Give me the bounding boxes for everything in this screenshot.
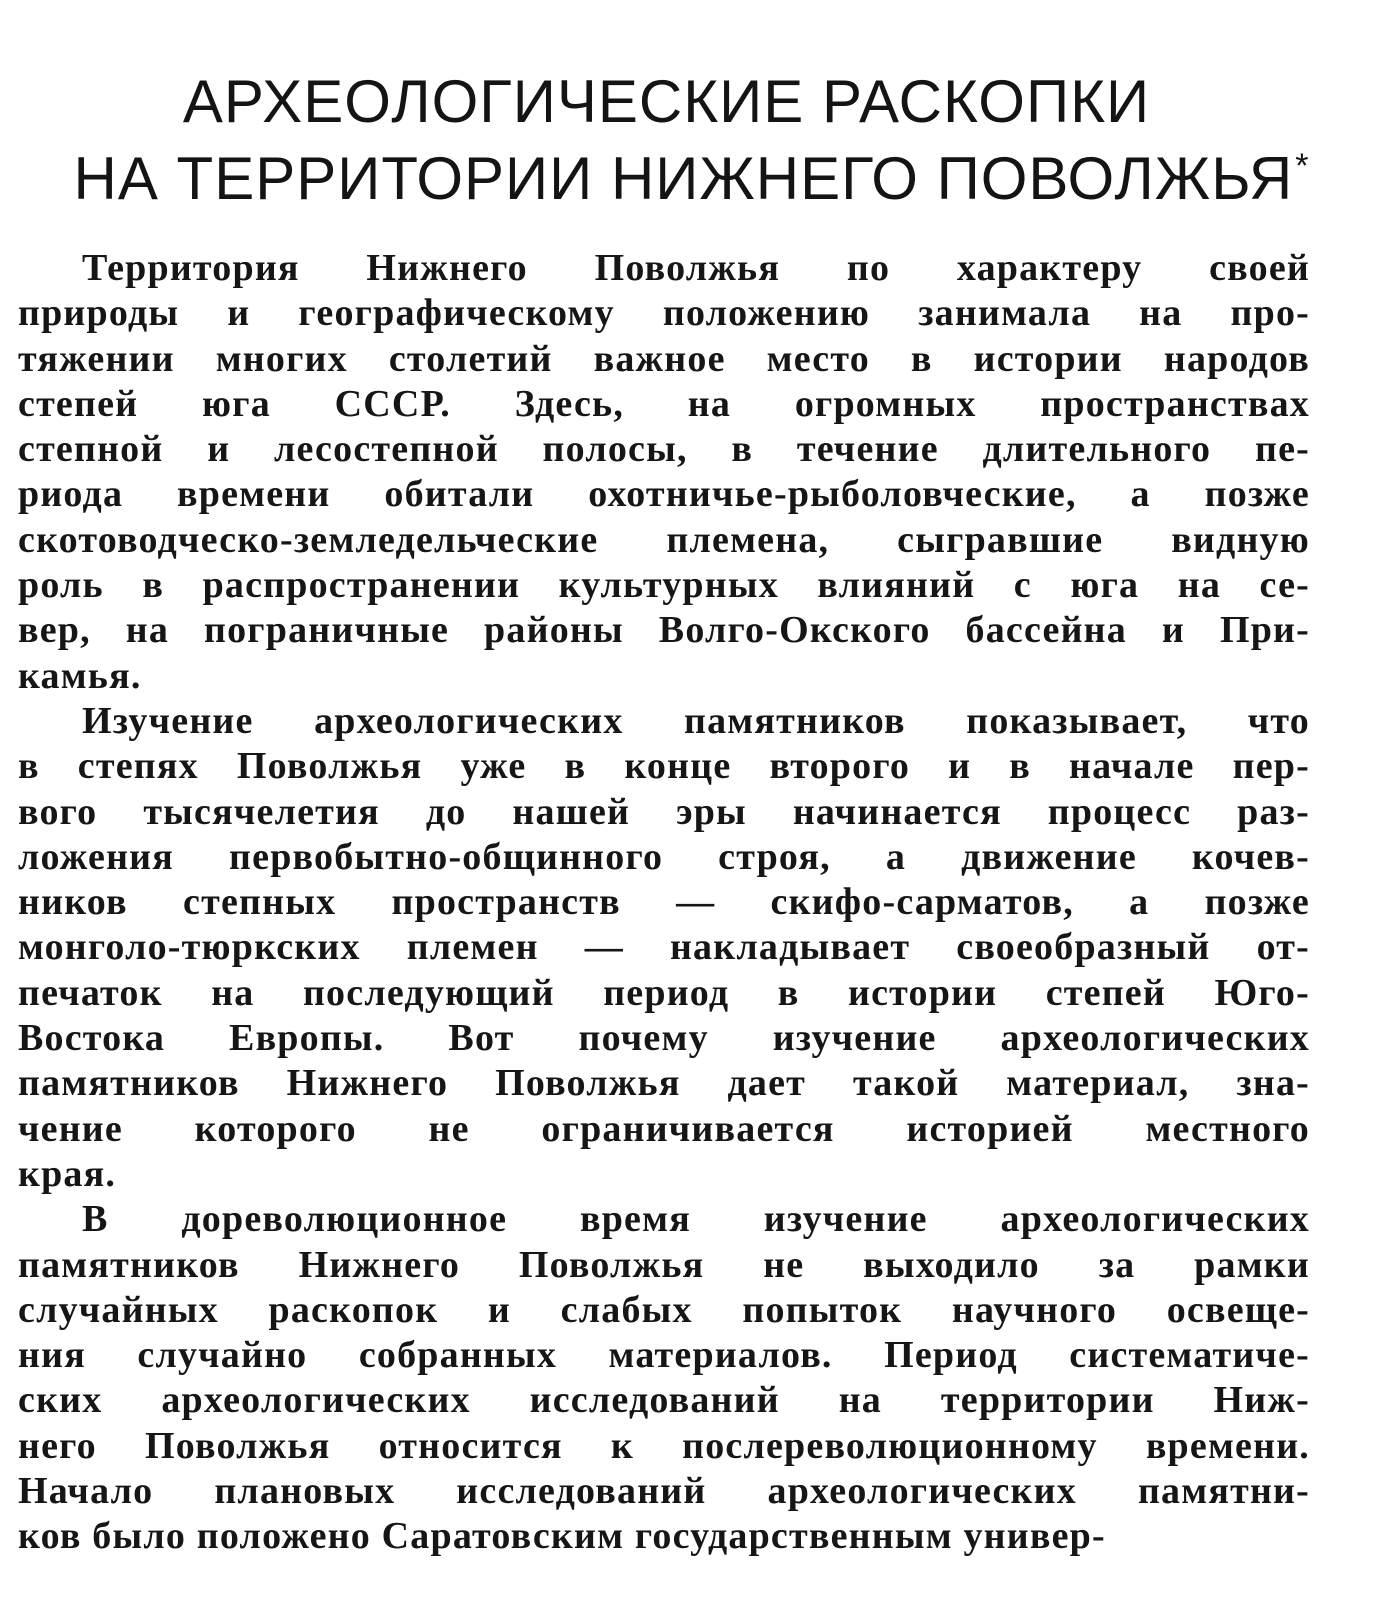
article-body (18, 246, 1310, 1560)
text-line: случайных раскопок и слабых попыток научного освеще- (18, 1288, 1310, 1331)
text-line: камья. (18, 654, 142, 697)
title-line-1: АРХЕОЛОГИЧЕСКИЕ РАСКОПКИ (182, 68, 1151, 135)
text-line: памятников Нижнего Поволжья не выходило за рамки (18, 1243, 1310, 1286)
text-line: него Поволжья относится к послереволюционному времени. (18, 1424, 1310, 1467)
title-line-2-text: НА ТЕРРИТОРИИ НИЖНЕГО ПОВОЛЖЬЯ (73, 145, 1294, 212)
text-line: тяжении многих столетий важное место в истории народов (18, 337, 1310, 380)
text-line: Востока Европы. Вот почему изучение археологических (18, 1017, 1310, 1060)
text-line: Начало плановых исследований археологических памятни- (18, 1470, 1310, 1513)
text-line: вер, на пограничные районы Волго-Окского бассейна и При- (18, 609, 1310, 652)
text-line: ков было положено Саратовским государственным универ- (18, 1515, 1106, 1558)
text-line: вого тысячелетия до нашей эры начинается процесс раз- (18, 790, 1310, 833)
text-line: ложения первобытно-общинного строя, а движение кочев- (18, 835, 1310, 878)
text-line: степей юга СССР. Здесь, на огромных пространствах (18, 382, 1310, 425)
text-line: Изучение археологических памятников показывает, что (82, 699, 1310, 742)
text-line: края. (18, 1152, 117, 1195)
text-line: в степях Поволжья уже в конце второго и в начале пер- (18, 745, 1310, 788)
text-line: памятников Нижнего Поволжья дает такой материал, зна- (18, 1062, 1310, 1105)
text-line: Территория Нижнего Поволжья по характеру своей (82, 247, 1310, 289)
text-line: ских археологических исследований на территории Ниж- (18, 1379, 1310, 1422)
paragraph (18, 699, 1310, 1197)
text-line: монголо-тюркских племен — накладывает своеобразный от- (18, 926, 1310, 969)
text-line: ния случайно собранных материалов. Период систематиче- (18, 1334, 1310, 1377)
text-line: природы и географическому положению занимала на про- (18, 292, 1310, 335)
text-line: В дореволюционное время изучение археологических (82, 1198, 1310, 1241)
paragraph (18, 1197, 1310, 1559)
footnote-marker: * (1295, 147, 1310, 185)
title-line-2 (10, 134, 1373, 211)
text-line: степной и лесостепной полосы, в течение длительного пе- (18, 428, 1310, 471)
text-line: печаток на последующий период в истории степей Юго- (18, 971, 1310, 1014)
paragraph (18, 246, 1310, 699)
text-line: чение которого не ограничивается историей местного (18, 1107, 1310, 1150)
text-line: скотоводческо-земледельческие племена, сыгравшие видную (18, 518, 1310, 561)
text-line: роль в распространении культурных влияний с юга на се- (18, 564, 1310, 607)
article-title (0, 70, 1373, 211)
text-line: ников степных пространств — скифо-сарматов, а позже (18, 881, 1310, 924)
text-line: риода времени обитали охотничье-рыболовческие, а позже (18, 473, 1310, 516)
